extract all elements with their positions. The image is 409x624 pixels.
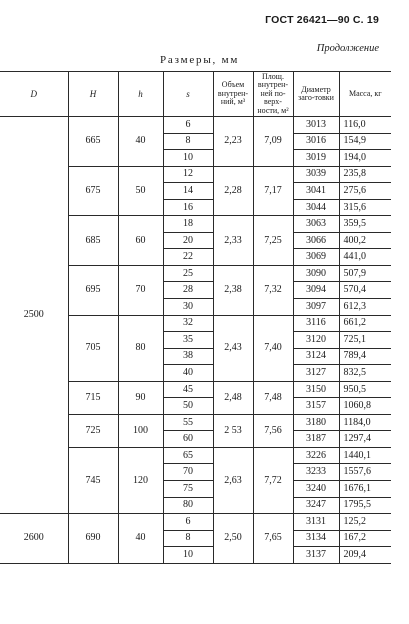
h-small-value: 40 <box>118 514 163 564</box>
area-value: 7,40 <box>253 315 293 381</box>
volume-value: 2,50 <box>213 514 253 564</box>
volume-value: 2,48 <box>213 381 253 414</box>
h-large-value: 725 <box>68 414 118 447</box>
area-value: 7,17 <box>253 166 293 216</box>
col-header-blank-diameter: Диаметр заго-товки <box>293 72 339 117</box>
mass-value: 950,5 <box>339 381 391 398</box>
s-value: 60 <box>163 431 213 448</box>
page-header: ГОСТ 26421—90 С. 19 <box>265 14 379 26</box>
mass-value: 661,2 <box>339 315 391 332</box>
h-large-value: 705 <box>68 315 118 381</box>
s-value: 65 <box>163 447 213 464</box>
mass-value: 359,5 <box>339 216 391 233</box>
mass-value: 1184,0 <box>339 414 391 431</box>
blank-diameter-value: 3041 <box>293 183 339 200</box>
h-large-value: 690 <box>68 514 118 564</box>
blank-diameter-value: 3019 <box>293 150 339 167</box>
mass-value: 194,0 <box>339 150 391 167</box>
mass-value: 400,2 <box>339 232 391 249</box>
h-large-value: 745 <box>68 447 118 513</box>
s-value: 45 <box>163 381 213 398</box>
s-value: 14 <box>163 183 213 200</box>
blank-diameter-value: 3247 <box>293 497 339 514</box>
blank-diameter-value: 3134 <box>293 530 339 547</box>
table-caption: Размеры, мм <box>160 54 240 66</box>
area-value: 7,09 <box>253 117 293 167</box>
mass-value: 1557,6 <box>339 464 391 481</box>
h-small-value: 40 <box>118 117 163 167</box>
mass-value: 275,6 <box>339 183 391 200</box>
mass-value: 725,1 <box>339 332 391 349</box>
blank-diameter-value: 3127 <box>293 365 339 382</box>
volume-value: 2,28 <box>213 166 253 216</box>
blank-diameter-value: 3120 <box>293 332 339 349</box>
blank-diameter-value: 3157 <box>293 398 339 415</box>
blank-diameter-value: 3150 <box>293 381 339 398</box>
s-value: 25 <box>163 265 213 282</box>
s-value: 32 <box>163 315 213 332</box>
blank-diameter-value: 3094 <box>293 282 339 299</box>
s-value: 55 <box>163 414 213 431</box>
area-value: 7,32 <box>253 265 293 315</box>
mass-value: 209,4 <box>339 547 391 564</box>
s-value: 6 <box>163 514 213 531</box>
s-value: 80 <box>163 497 213 514</box>
mass-value: 1795,5 <box>339 497 391 514</box>
mass-value: 1440,1 <box>339 447 391 464</box>
blank-diameter-value: 3137 <box>293 547 339 564</box>
mass-value: 167,2 <box>339 530 391 547</box>
s-value: 18 <box>163 216 213 233</box>
blank-diameter-value: 3124 <box>293 348 339 365</box>
h-large-value: 695 <box>68 265 118 315</box>
mass-value: 789,4 <box>339 348 391 365</box>
s-value: 22 <box>163 249 213 266</box>
blank-diameter-value: 3016 <box>293 133 339 150</box>
mass-value: 116,0 <box>339 117 391 134</box>
dimensions-table <box>0 71 391 564</box>
blank-diameter-value: 3069 <box>293 249 339 266</box>
blank-diameter-value: 3044 <box>293 199 339 216</box>
blank-diameter-value: 3066 <box>293 232 339 249</box>
h-large-value: 685 <box>68 216 118 266</box>
area-value: 7,65 <box>253 514 293 564</box>
mass-value: 1676,1 <box>339 481 391 498</box>
h-small-value: 100 <box>118 414 163 447</box>
h-small-value: 120 <box>118 447 163 513</box>
col-header-s: s <box>163 72 213 117</box>
mass-value: 1060,8 <box>339 398 391 415</box>
s-value: 8 <box>163 530 213 547</box>
area-value: 7,72 <box>253 447 293 513</box>
col-header-h: h <box>118 72 163 117</box>
s-value: 50 <box>163 398 213 415</box>
h-large-value: 715 <box>68 381 118 414</box>
blank-diameter-value: 3180 <box>293 414 339 431</box>
mass-value: 125,2 <box>339 514 391 531</box>
mass-value: 235,8 <box>339 166 391 183</box>
blank-diameter-value: 3226 <box>293 447 339 464</box>
area-value: 7,25 <box>253 216 293 266</box>
col-header-D: D <box>0 72 68 117</box>
mass-value: 507,9 <box>339 265 391 282</box>
s-value: 30 <box>163 299 213 316</box>
s-value: 38 <box>163 348 213 365</box>
blank-diameter-value: 3116 <box>293 315 339 332</box>
blank-diameter-value: 3233 <box>293 464 339 481</box>
s-value: 10 <box>163 547 213 564</box>
table-body <box>0 117 391 564</box>
blank-diameter-value: 3097 <box>293 299 339 316</box>
h-large-value: 665 <box>68 117 118 167</box>
s-value: 70 <box>163 464 213 481</box>
mass-value: 570,4 <box>339 282 391 299</box>
mass-value: 1297,4 <box>339 431 391 448</box>
blank-diameter-value: 3039 <box>293 166 339 183</box>
volume-value: 2,33 <box>213 216 253 266</box>
volume-value: 2,38 <box>213 265 253 315</box>
s-value: 12 <box>163 166 213 183</box>
s-value: 16 <box>163 199 213 216</box>
h-small-value: 70 <box>118 265 163 315</box>
blank-diameter-value: 3090 <box>293 265 339 282</box>
h-small-value: 50 <box>118 166 163 216</box>
col-header-H: H <box>68 72 118 117</box>
mass-value: 315,6 <box>339 199 391 216</box>
d-value: 2500 <box>0 117 68 514</box>
blank-diameter-value: 3013 <box>293 117 339 134</box>
s-value: 75 <box>163 481 213 498</box>
h-small-value: 80 <box>118 315 163 381</box>
h-small-value: 90 <box>118 381 163 414</box>
h-large-value: 675 <box>68 166 118 216</box>
area-value: 7,48 <box>253 381 293 414</box>
h-small-value: 60 <box>118 216 163 266</box>
s-value: 10 <box>163 150 213 167</box>
s-value: 28 <box>163 282 213 299</box>
blank-diameter-value: 3240 <box>293 481 339 498</box>
s-value: 20 <box>163 232 213 249</box>
col-header-volume: Объем внутрен-ний, м³ <box>213 72 253 117</box>
volume-value: 2,23 <box>213 117 253 167</box>
mass-value: 441,0 <box>339 249 391 266</box>
col-header-area: Площ. внутрен-ней по-верх-ности, м² <box>253 72 293 117</box>
mass-value: 832,5 <box>339 365 391 382</box>
blank-diameter-value: 3063 <box>293 216 339 233</box>
mass-value: 612,3 <box>339 299 391 316</box>
volume-value: 2,63 <box>213 447 253 513</box>
s-value: 8 <box>163 133 213 150</box>
table-row <box>0 514 391 531</box>
volume-value: 2 53 <box>213 414 253 447</box>
blank-diameter-value: 3187 <box>293 431 339 448</box>
table-row <box>0 117 391 134</box>
s-value: 40 <box>163 365 213 382</box>
area-value: 7,56 <box>253 414 293 447</box>
header-row <box>0 72 391 117</box>
s-value: 35 <box>163 332 213 349</box>
blank-diameter-value: 3131 <box>293 514 339 531</box>
continuation-label: Продолжение <box>316 43 379 54</box>
d-value: 2600 <box>0 514 68 564</box>
volume-value: 2,43 <box>213 315 253 381</box>
mass-value: 154,9 <box>339 133 391 150</box>
s-value: 6 <box>163 117 213 134</box>
col-header-mass: Масса, кг <box>339 72 391 117</box>
